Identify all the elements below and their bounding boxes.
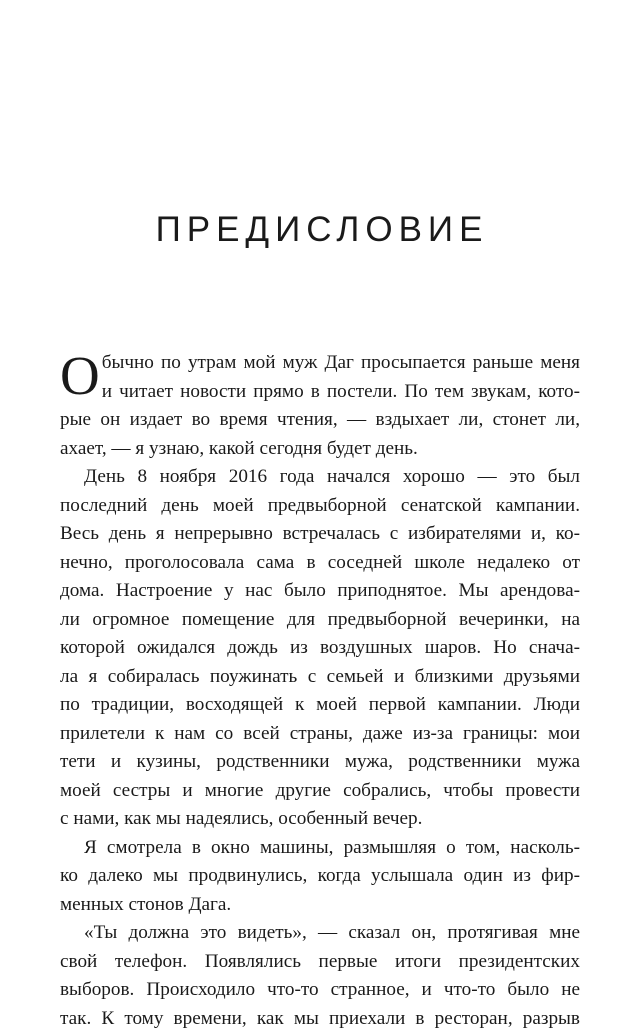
text-line: ахает, — я узнаю, какой сегодня будет день. xyxy=(60,435,580,464)
text-line: Весь день я непрерывно встречалась с избирателями и, ко- xyxy=(60,520,580,549)
text-line: тети и кузины, родственники мужа, родственники мужа xyxy=(60,748,580,777)
text-line: ла я собиралась поужинать с семьей и близкими друзьями xyxy=(60,663,580,692)
text-line: бычно по утрам мой муж Даг просыпается раньше меня xyxy=(102,349,580,378)
text-line: День 8 ноября 2016 года начался хорошо — это был xyxy=(60,463,580,492)
text-line: свой телефон. Появлялись первые итоги президентских xyxy=(60,948,580,977)
text-line: менных стонов Дага. xyxy=(60,891,580,920)
paragraph xyxy=(60,463,580,834)
text-line: и читает новости прямо в постели. По тем звукам, кото- xyxy=(102,378,580,407)
text-line: рые он издает во время чтения, — вздыхает ли, стонет ли, xyxy=(60,406,580,435)
text-line: прилетели к нам со всей страны, даже из-за границы: мои xyxy=(60,720,580,749)
paragraph xyxy=(60,349,580,463)
text-line: дома. Настроение у нас было приподнятое. Мы арендова- xyxy=(60,577,580,606)
text-line: так. К тому времени, как мы приехали в ресторан, разрыв xyxy=(60,1005,580,1033)
text-line: последний день моей предвыборной сенатской кампании. xyxy=(60,492,580,521)
text-line: которой ожидался дождь из воздушных шаров. Но снача- xyxy=(60,634,580,663)
text-line: «Ты должна это видеть», — сказал он, протягивая мне xyxy=(60,919,580,948)
drop-cap: О xyxy=(60,351,100,401)
paragraph xyxy=(60,919,580,1033)
text-line: ли огромное помещение для предвыборной вечеринки, на xyxy=(60,606,580,635)
text-line: выборов. Происходило что-то странное, и что-то было не xyxy=(60,976,580,1005)
text-line: Я смотрела в окно машины, размышляя о том, насколь- xyxy=(60,834,580,863)
text-line: ко далеко мы продвинулись, когда услышала один из фир- xyxy=(60,862,580,891)
chapter-title: ПРЕДИСЛОВИЕ xyxy=(0,208,644,252)
text-line: моей сестры и многие другие собрались, чтобы провести xyxy=(60,777,580,806)
paragraph xyxy=(60,834,580,920)
text-line: по традиции, восходящей к моей первой кампании. Люди xyxy=(60,691,580,720)
text-line: нечно, проголосовала сама в соседней школе недалеко от xyxy=(60,549,580,578)
text-line: с нами, как мы надеялись, особенный вечер. xyxy=(60,805,580,834)
body-text xyxy=(60,349,580,1033)
